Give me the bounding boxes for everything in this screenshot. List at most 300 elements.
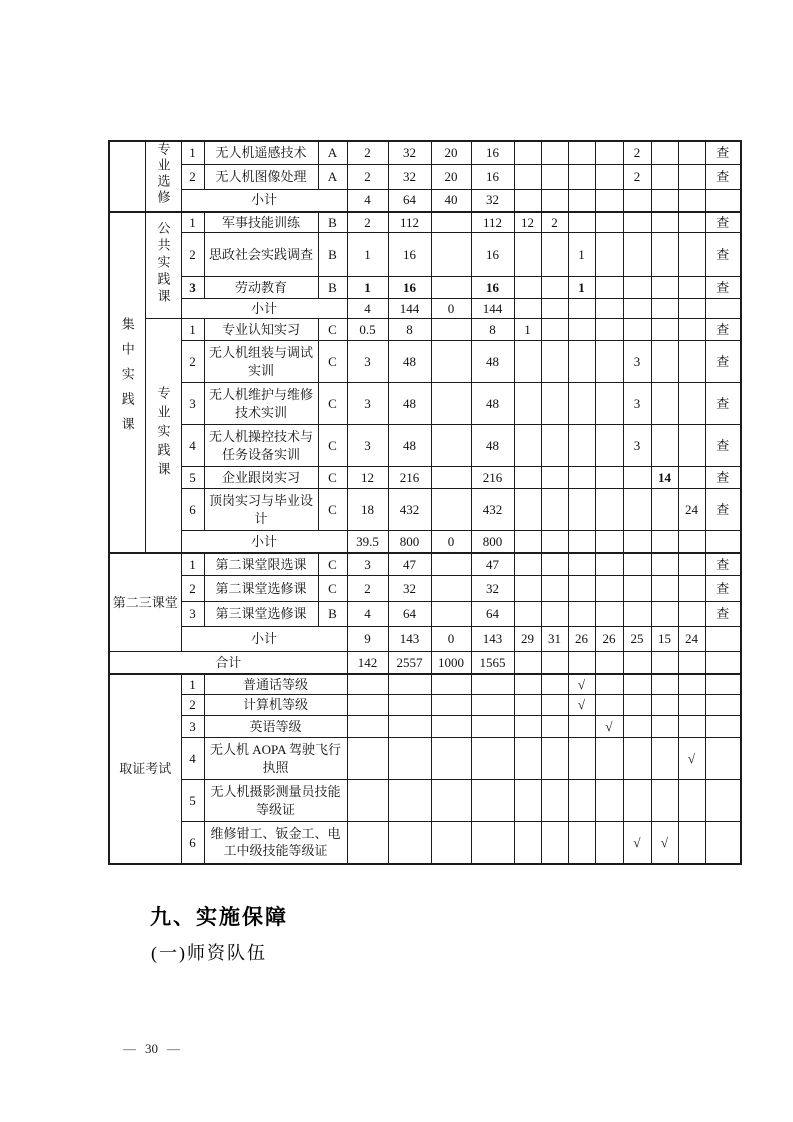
cell-sem-1 xyxy=(514,531,541,553)
cell-num: 4 xyxy=(181,738,204,780)
cell-hours-theory: 40 xyxy=(431,189,471,211)
cell-sem-1 xyxy=(514,141,541,165)
cell-hours-practice: 47 xyxy=(471,553,514,576)
cell-hours-theory: 20 xyxy=(431,141,471,165)
cell-credits xyxy=(347,674,388,695)
cell-hours-theory xyxy=(431,553,471,576)
cell-sem-3 xyxy=(568,602,595,627)
cell-sem-4 xyxy=(595,212,623,233)
cell-sem-1 xyxy=(514,780,541,822)
cell-sem-5 xyxy=(623,780,651,822)
cell-sem-5 xyxy=(623,277,651,299)
cell-credits: 3 xyxy=(347,341,388,383)
cell-hours-practice: 32 xyxy=(471,189,514,211)
cell-sem-7 xyxy=(678,299,705,319)
grand-total-label: 合计 xyxy=(109,652,347,674)
subsection-heading: (一)师资队伍 xyxy=(151,943,267,963)
cell-credits: 39.5 xyxy=(347,531,388,553)
cell-sem-7 xyxy=(678,233,705,277)
cell-hours-practice xyxy=(471,674,514,695)
cell-course-name: 思政社会实践调查 xyxy=(204,233,318,277)
cell-num: 2 xyxy=(181,576,204,602)
cell-sem-2 xyxy=(541,822,568,864)
cell-hours-total: 432 xyxy=(388,489,431,531)
cell-sem-6: 14 xyxy=(651,467,678,489)
cell-cert-name: 无人机摄影测量员技能等级证 xyxy=(204,780,347,822)
cell-sem-4 xyxy=(595,780,623,822)
cell-hours-total xyxy=(388,738,431,780)
cell-sem-1 xyxy=(514,383,541,425)
cell-exam: 查 xyxy=(705,319,741,341)
cell-sem-5 xyxy=(623,674,651,695)
cell-sem-3: √ xyxy=(568,674,595,695)
cell-hours-theory: 0 xyxy=(431,627,471,652)
cell-cert-name: 计算机等级 xyxy=(204,695,347,716)
cell-sem-2 xyxy=(541,602,568,627)
subtotal-row xyxy=(109,627,741,652)
cell-exam: 查 xyxy=(705,165,741,190)
cell-credits: 4 xyxy=(347,189,388,211)
cell-sem-6 xyxy=(651,425,678,467)
cell-hours-practice: 48 xyxy=(471,383,514,425)
cell-sem-4 xyxy=(595,319,623,341)
cell-sem-7: √ xyxy=(678,738,705,780)
cell-num: 1 xyxy=(181,319,204,341)
cell-sem-7 xyxy=(678,602,705,627)
cell-sem-3 xyxy=(568,425,595,467)
table-row xyxy=(109,602,741,627)
cell-exam: 查 xyxy=(705,553,741,576)
cell-credits: 1 xyxy=(347,233,388,277)
cell-exam: 查 xyxy=(705,341,741,383)
table-row xyxy=(109,141,741,165)
cell-sem-4 xyxy=(595,233,623,277)
cell-exam xyxy=(705,652,741,674)
cell-num: 6 xyxy=(181,822,204,864)
cell-sem-2 xyxy=(541,383,568,425)
cell-hours-total: 143 xyxy=(388,627,431,652)
cell-exam xyxy=(705,189,741,211)
cell-hours-theory xyxy=(431,319,471,341)
cell-hours-theory xyxy=(431,576,471,602)
cell-hours-practice: 48 xyxy=(471,341,514,383)
cell-exam: 查 xyxy=(705,233,741,277)
cell-credits: 2 xyxy=(347,165,388,190)
cell-sem-6 xyxy=(651,383,678,425)
cell-credits xyxy=(347,780,388,822)
cell-sem-6: √ xyxy=(651,822,678,864)
cell-exam xyxy=(705,716,741,738)
cell-credits: 4 xyxy=(347,602,388,627)
cell-credits: 3 xyxy=(347,425,388,467)
cell-hours-theory xyxy=(431,467,471,489)
cell-num: 2 xyxy=(181,695,204,716)
cell-course-name: 第二课堂限选课 xyxy=(204,553,318,576)
cell-sem-7 xyxy=(678,652,705,674)
cell-sem-3: 1 xyxy=(568,277,595,299)
cell-hours-theory: 20 xyxy=(431,165,471,190)
cell-sem-7 xyxy=(678,674,705,695)
cell-credits xyxy=(347,822,388,864)
cell-sem-2 xyxy=(541,695,568,716)
cell-num: 3 xyxy=(181,716,204,738)
cell-sem-3 xyxy=(568,141,595,165)
cell-sem-1 xyxy=(514,425,541,467)
cell-course-name: 劳动教育 xyxy=(204,277,318,299)
cell-sem-1 xyxy=(514,467,541,489)
cell-sem-6: 15 xyxy=(651,627,678,652)
cell-sem-2 xyxy=(541,141,568,165)
cell-exam xyxy=(705,299,741,319)
cell-sem-5 xyxy=(623,602,651,627)
rowgroup-label-public-practice-text: 公共实践课 xyxy=(155,220,171,306)
cell-hours-total: 64 xyxy=(388,189,431,211)
cell-sem-4 xyxy=(595,299,623,319)
cell-sem-2 xyxy=(541,425,568,467)
cell-sem-2 xyxy=(541,189,568,211)
cell-sem-4 xyxy=(595,341,623,383)
cell-sem-7 xyxy=(678,425,705,467)
cell-sem-6 xyxy=(651,674,678,695)
cell-exam: 查 xyxy=(705,383,741,425)
cell-hours-total: 112 xyxy=(388,212,431,233)
cell-hours-practice: 16 xyxy=(471,233,514,277)
cell-sem-6 xyxy=(651,695,678,716)
cell-sem-3 xyxy=(568,212,595,233)
cell-sem-5: 3 xyxy=(623,425,651,467)
cell-hours-theory: 0 xyxy=(431,299,471,319)
cell-credits: 1 xyxy=(347,277,388,299)
cell-sem-3 xyxy=(568,531,595,553)
cell-num: 2 xyxy=(181,165,204,190)
cell-hours-theory: 0 xyxy=(431,531,471,553)
cell-sem-2 xyxy=(541,299,568,319)
cell-sem-7 xyxy=(678,189,705,211)
cell-sem-5: 2 xyxy=(623,141,651,165)
cell-hours-practice: 16 xyxy=(471,277,514,299)
cell-sem-1: 1 xyxy=(514,319,541,341)
cell-sem-1: 12 xyxy=(514,212,541,233)
cell-hours-practice: 16 xyxy=(471,165,514,190)
cell-sem-2 xyxy=(541,576,568,602)
cell-hours-practice xyxy=(471,780,514,822)
cell-num: 3 xyxy=(181,383,204,425)
rowgroup-label-second-third-classroom: 第二三课堂 xyxy=(109,553,181,652)
cell-sem-1 xyxy=(514,165,541,190)
subtotal-label: 小计 xyxy=(181,189,347,211)
cell-course-name: 第三课堂选修课 xyxy=(204,602,318,627)
cell-hours-theory xyxy=(431,780,471,822)
cell-sem-1 xyxy=(514,652,541,674)
section-heading: 九、实施保障 xyxy=(150,906,288,929)
table-row xyxy=(109,716,741,738)
subtotal-label: 小计 xyxy=(181,627,347,652)
rowgroup-label-certificate-exams: 取证考试 xyxy=(109,674,181,864)
table-row xyxy=(109,233,741,277)
cell-sem-2 xyxy=(541,277,568,299)
cell-sem-5 xyxy=(623,716,651,738)
cell-type: C xyxy=(318,553,347,576)
cell-hours-practice: 8 xyxy=(471,319,514,341)
cell-sem-5 xyxy=(623,695,651,716)
cell-type: B xyxy=(318,602,347,627)
cell-num: 1 xyxy=(181,553,204,576)
cell-num: 3 xyxy=(181,277,204,299)
cell-sem-3: 26 xyxy=(568,627,595,652)
cell-sem-2 xyxy=(541,674,568,695)
curriculum-table xyxy=(108,140,742,865)
cell-sem-7 xyxy=(678,695,705,716)
cell-hours-theory xyxy=(431,738,471,780)
cell-sem-5 xyxy=(623,319,651,341)
cell-sem-3 xyxy=(568,189,595,211)
cell-sem-2 xyxy=(541,531,568,553)
cell-sem-2 xyxy=(541,716,568,738)
cell-hours-total: 32 xyxy=(388,576,431,602)
cell-sem-5 xyxy=(623,233,651,277)
cell-sem-2: 2 xyxy=(541,212,568,233)
rowgroup-label-public-practice xyxy=(145,212,181,319)
cell-course-name: 无人机图像处理 xyxy=(204,165,318,190)
cell-type: A xyxy=(318,141,347,165)
cell-hours-practice xyxy=(471,716,514,738)
cell-sem-3: 1 xyxy=(568,233,595,277)
cell-sem-1: 29 xyxy=(514,627,541,652)
cell-hours-practice: 1565 xyxy=(471,652,514,674)
cell-sem-5 xyxy=(623,299,651,319)
cell-hours-practice: 48 xyxy=(471,425,514,467)
cell-num: 3 xyxy=(181,602,204,627)
cell-hours-total: 8 xyxy=(388,319,431,341)
cell-sem-3 xyxy=(568,341,595,383)
cell-sem-6 xyxy=(651,576,678,602)
cell-sem-5: 25 xyxy=(623,627,651,652)
cell-exam: 查 xyxy=(705,489,741,531)
cell-sem-6 xyxy=(651,319,678,341)
table-row xyxy=(109,425,741,467)
cell-hours-total: 216 xyxy=(388,467,431,489)
cell-sem-3 xyxy=(568,652,595,674)
cell-sem-4 xyxy=(595,602,623,627)
table-row xyxy=(109,489,741,531)
cell-hours-theory xyxy=(431,822,471,864)
cell-sem-2 xyxy=(541,341,568,383)
cell-sem-6 xyxy=(651,341,678,383)
cell-hours-theory xyxy=(431,602,471,627)
cell-sem-5 xyxy=(623,531,651,553)
cell-sem-1 xyxy=(514,233,541,277)
cell-credits: 12 xyxy=(347,467,388,489)
cell-sem-4 xyxy=(595,189,623,211)
cell-sem-1 xyxy=(514,299,541,319)
cell-hours-practice: 432 xyxy=(471,489,514,531)
cell-sem-1 xyxy=(514,553,541,576)
cell-cert-name: 英语等级 xyxy=(204,716,347,738)
cell-sem-5 xyxy=(623,553,651,576)
cell-sem-7 xyxy=(678,576,705,602)
cell-sem-2 xyxy=(541,652,568,674)
cell-course-name: 无人机组装与调试实训 xyxy=(204,341,318,383)
cell-sem-1 xyxy=(514,341,541,383)
cell-credits: 142 xyxy=(347,652,388,674)
cell-sem-6 xyxy=(651,489,678,531)
cell-sem-3 xyxy=(568,467,595,489)
cell-exam xyxy=(705,531,741,553)
cell-course-name: 专业认知实习 xyxy=(204,319,318,341)
cell-credits: 3 xyxy=(347,383,388,425)
cell-credits: 18 xyxy=(347,489,388,531)
cell-type: C xyxy=(318,319,347,341)
cell-exam: 查 xyxy=(705,602,741,627)
cell-hours-total xyxy=(388,716,431,738)
cell-category-blank xyxy=(109,141,145,212)
cell-sem-4 xyxy=(595,576,623,602)
grand-total-row xyxy=(109,652,741,674)
cell-sem-5: 3 xyxy=(623,341,651,383)
cell-sem-5: 2 xyxy=(623,165,651,190)
cell-sem-1 xyxy=(514,277,541,299)
cell-type: C xyxy=(318,467,347,489)
cell-exam xyxy=(705,674,741,695)
cell-num: 5 xyxy=(181,467,204,489)
cell-sem-6 xyxy=(651,212,678,233)
cell-sem-1 xyxy=(514,716,541,738)
cell-hours-total: 48 xyxy=(388,425,431,467)
cell-sem-6 xyxy=(651,553,678,576)
cell-sem-1 xyxy=(514,674,541,695)
cell-exam: 查 xyxy=(705,425,741,467)
rowgroup-label-concentrated xyxy=(109,212,145,553)
footer-dash-right: — xyxy=(167,1041,180,1056)
cell-hours-practice: 32 xyxy=(471,576,514,602)
cell-sem-7 xyxy=(678,277,705,299)
cell-sem-1 xyxy=(514,602,541,627)
cell-sem-6 xyxy=(651,738,678,780)
cell-hours-practice: 800 xyxy=(471,531,514,553)
cell-sem-3 xyxy=(568,319,595,341)
cell-sem-6 xyxy=(651,652,678,674)
cell-hours-total xyxy=(388,674,431,695)
cell-num: 2 xyxy=(181,341,204,383)
cell-sem-6 xyxy=(651,189,678,211)
subtotal-label: 小计 xyxy=(181,299,347,319)
cell-sem-7: 24 xyxy=(678,627,705,652)
cell-sem-6 xyxy=(651,602,678,627)
cell-cert-name: 维修钳工、钣金工、电工中级技能等级证 xyxy=(204,822,347,864)
cell-credits xyxy=(347,738,388,780)
table-row xyxy=(109,212,741,233)
cell-sem-4 xyxy=(595,277,623,299)
cell-hours-total: 48 xyxy=(388,341,431,383)
table-row xyxy=(109,738,741,780)
cell-sem-3 xyxy=(568,299,595,319)
cell-type: B xyxy=(318,212,347,233)
cell-hours-total xyxy=(388,695,431,716)
cell-course-name: 第二课堂选修课 xyxy=(204,576,318,602)
cell-num: 4 xyxy=(181,425,204,467)
cell-sem-4 xyxy=(595,553,623,576)
cell-sem-3 xyxy=(568,738,595,780)
cell-hours-practice: 143 xyxy=(471,627,514,652)
cell-sem-3 xyxy=(568,822,595,864)
cell-sem-3 xyxy=(568,576,595,602)
cell-hours-total: 48 xyxy=(388,383,431,425)
cell-num: 1 xyxy=(181,212,204,233)
cell-type: C xyxy=(318,341,347,383)
cell-hours-total: 800 xyxy=(388,531,431,553)
cell-sem-4 xyxy=(595,467,623,489)
page-number: 30 xyxy=(145,1041,158,1056)
cell-num: 5 xyxy=(181,780,204,822)
cell-sem-7 xyxy=(678,780,705,822)
cell-hours-total: 64 xyxy=(388,602,431,627)
cell-sem-2 xyxy=(541,165,568,190)
cell-sem-2 xyxy=(541,319,568,341)
cell-sem-2 xyxy=(541,780,568,822)
cell-hours-total: 2557 xyxy=(388,652,431,674)
footer-dash-left: — xyxy=(123,1041,136,1056)
cell-course-name: 企业跟岗实习 xyxy=(204,467,318,489)
cell-cert-name: 普通话等级 xyxy=(204,674,347,695)
cell-sem-6 xyxy=(651,233,678,277)
cell-credits xyxy=(347,716,388,738)
cell-sem-4 xyxy=(595,822,623,864)
subtotal-row xyxy=(109,531,741,553)
cell-type: B xyxy=(318,233,347,277)
cell-credits: 2 xyxy=(347,141,388,165)
table-row xyxy=(109,319,741,341)
subtotal-row xyxy=(109,299,741,319)
cell-credits: 9 xyxy=(347,627,388,652)
cell-num: 2 xyxy=(181,233,204,277)
table-row xyxy=(109,277,741,299)
cell-sem-7 xyxy=(678,531,705,553)
cell-hours-practice xyxy=(471,822,514,864)
cell-hours-theory xyxy=(431,383,471,425)
cell-sem-5: √ xyxy=(623,822,651,864)
cell-type: C xyxy=(318,425,347,467)
cell-sem-7 xyxy=(678,822,705,864)
cell-hours-practice: 16 xyxy=(471,141,514,165)
cell-sem-2 xyxy=(541,553,568,576)
cell-sem-3 xyxy=(568,716,595,738)
cell-sem-4 xyxy=(595,489,623,531)
cell-credits: 3 xyxy=(347,553,388,576)
cell-sem-3 xyxy=(568,553,595,576)
rowgroup-label-professional-practice xyxy=(145,319,181,553)
cell-sem-5: 3 xyxy=(623,383,651,425)
cell-sem-3 xyxy=(568,165,595,190)
cell-sem-5 xyxy=(623,467,651,489)
cell-credits: 2 xyxy=(347,576,388,602)
cell-sem-5 xyxy=(623,489,651,531)
cell-sem-2 xyxy=(541,233,568,277)
cell-sem-4 xyxy=(595,531,623,553)
cell-course-name: 无人机遥感技术 xyxy=(204,141,318,165)
cell-exam: 查 xyxy=(705,277,741,299)
cell-sem-5 xyxy=(623,738,651,780)
cell-sem-3 xyxy=(568,489,595,531)
cell-sem-6 xyxy=(651,531,678,553)
cell-hours-theory: 1000 xyxy=(431,652,471,674)
cell-sem-3: √ xyxy=(568,695,595,716)
cell-sem-7 xyxy=(678,341,705,383)
cell-sem-1 xyxy=(514,822,541,864)
cell-sem-5 xyxy=(623,652,651,674)
cell-credits: 2 xyxy=(347,212,388,233)
cell-exam: 查 xyxy=(705,212,741,233)
cell-hours-practice: 112 xyxy=(471,212,514,233)
